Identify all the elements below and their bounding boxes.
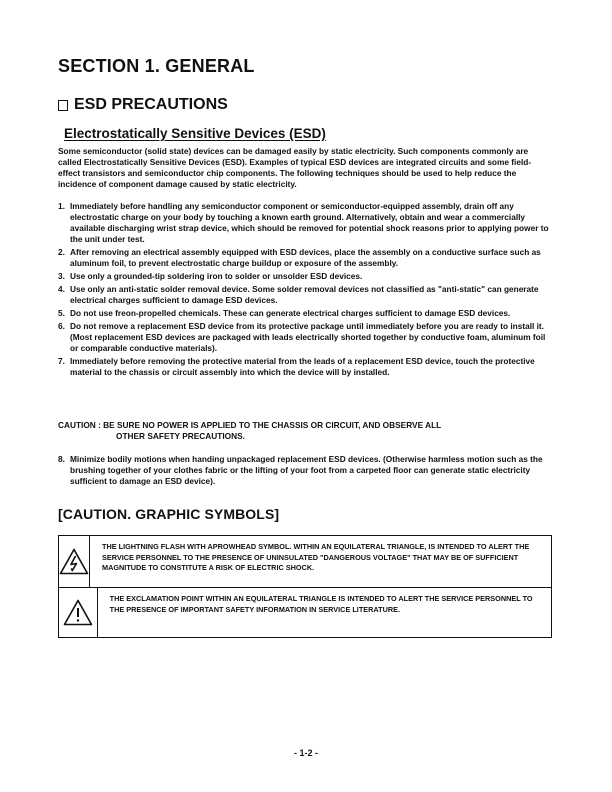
symbol-cell: [59, 588, 98, 637]
step-text: Immediately before removing the protective material from the leads of a replacement ESD device, touch the protective material to the chassis or circuit assembly into which the device will by installed.: [70, 356, 535, 377]
step-number: 6.: [58, 321, 65, 331]
list-item: [58, 247, 552, 269]
table-row: [59, 536, 551, 588]
page-number: - 1-2 -: [293, 748, 318, 758]
step-text: After removing an electrical assembly equipped with ESD devices, place the assembly on a conductive surface such as aluminum foil, to prevent electrostatic charge buildup or exposure of the assembly.: [70, 247, 541, 268]
step-text: Do not use freon-propelled chemicals. These can generate electrical charges sufficient to damage ESD devices.: [70, 308, 511, 318]
step-number: 2.: [58, 247, 65, 257]
caution-text-continued: OTHER SAFETY PRECAUTIONS.: [116, 431, 245, 441]
step-text: Minimize bodily motions when handing unpackaged replacement ESD devices. (Otherwise harmless motion such as the brushing together of your clothes fabric or the lifting of your foot from a carpeted floor can generate static electricity sufficient to damage an ESD device).: [70, 454, 543, 486]
list-item: [58, 308, 552, 319]
esd-subheading: Electrostatically Sensitive Devices (ESD): [64, 126, 326, 141]
esd-precautions-heading-text: ESD PRECAUTIONS: [74, 96, 228, 113]
esd-intro-paragraph: Some semiconductor (solid state) devices can be damaged easily by static electricity. Such components commonly are called Electrostatically Sensitive Devices (ESD). Examples of typical ESD devices are integrated circuits and some field-effect transistors and semiconductor chip components. The following techniques should be used to help reduce the incidence of component damage caused by static electricity.: [58, 146, 532, 189]
step-number: 5.: [58, 308, 65, 318]
list-item: [58, 321, 552, 354]
step-text: Do not remove a replacement ESD device from its protective package until immediately before you are ready to install it. (Most replacement ESD devices are packaged with leads electrically shorted together by conductive foam, aluminum foil or comparable conductive materials).: [70, 321, 546, 353]
table-row: [59, 588, 551, 637]
step-text: Use only an anti-static solder removal device. Some solder removal devices not classified as "anti-static" can generate electrical charges sufficient to damage ESD devices.: [70, 284, 539, 305]
checkbox-icon: [58, 100, 68, 111]
step-number: 7.: [58, 356, 65, 366]
graphic-symbols-heading: [CAUTION. GRAPHIC SYMBOLS]: [58, 506, 280, 522]
step-number: 3.: [58, 271, 65, 281]
list-item: [58, 271, 552, 282]
step-number: 1.: [58, 201, 65, 211]
caution-statement: [58, 420, 552, 442]
step-text: Use only a grounded-tip soldering iron to solder or unsolder ESD devices.: [70, 271, 363, 281]
step-text: Immediately before handling any semiconductor component or semiconductor-equipped assembly, drain off any electrostatic charge on your body by touching a known earth ground. Alternatively, obtain and wear a commercially available discharging wrist strap device, which should be removed for potential shock reasons prior to applying power to the unit under test.: [70, 201, 549, 244]
esd-steps-list: [58, 201, 552, 380]
list-item: [58, 454, 552, 487]
symbol-cell: [59, 536, 90, 587]
section-title: SECTION 1. GENERAL: [58, 56, 255, 76]
esd-precautions-heading: [58, 96, 228, 114]
step-number: 8.: [58, 454, 65, 464]
list-item: [58, 201, 552, 245]
list-item: [58, 356, 552, 378]
list-item: [58, 284, 552, 306]
symbol-description: THE LIGHTNING FLASH WITH APROWHEAD SYMBOL. WITHIN AN EQUILATERAL TRIANGLE, IS INTENDED TO ALERT THE SERVICE PERSONNEL TO THE PRESENCE OF UNINSULATED "DANGEROUS VOLTAGE" THAT MAY BE OF SUFFICIENT MAGNITUDE TO CONSTITUTE A RISK OF ELECTRIC SHOCK.: [102, 542, 530, 572]
exclamation-triangle-icon: [63, 599, 93, 626]
esd-steps-list-continued: [58, 454, 552, 489]
lightning-triangle-icon: [59, 548, 89, 575]
symbol-description: THE EXCLAMATION POINT WITHIN AN EQUILATERAL TRIANGLE IS INTENDED TO ALERT THE SERVICE PERSONNEL TO THE PRESENCE OF IMPORTANT SAFETY INFORMATION IN SERVICE LITERATURE.: [109, 594, 533, 614]
graphic-symbols-table: [58, 535, 552, 638]
caution-text: CAUTION : BE SURE NO POWER IS APPLIED TO THE CHASSIS OR CIRCUIT, AND OBSERVE ALL: [58, 420, 442, 430]
step-number: 4.: [58, 284, 65, 294]
